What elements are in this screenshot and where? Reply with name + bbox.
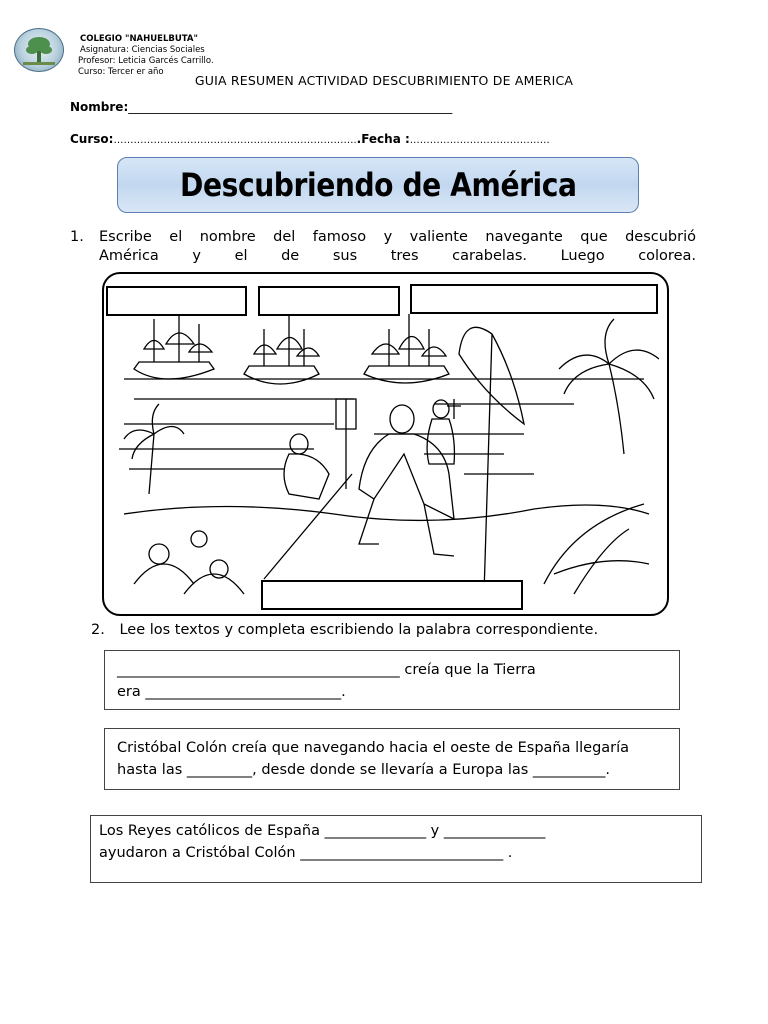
question-1-line-2: América y el de sus tres carabelas. Luego colorea. [99,248,696,264]
caravel-name-box-1[interactable] [258,286,400,316]
course-info: Curso: Tercer er año [78,67,164,77]
guide-title: GUIA RESUMEN ACTIVIDAD DESCUBRIMIENTO DE AMERICA [194,73,574,88]
course-blank: ………………………………………………………………. [113,135,357,146]
fill-box-2-line-2: hasta las _________, desde donde se llevaría a Europa las __________. [117,762,611,778]
tree-icon [15,29,63,71]
caravel-name-box-2[interactable] [410,284,658,314]
columbus-name-box[interactable] [106,286,247,316]
school-logo [14,28,64,72]
date-label: .Fecha : [356,132,410,146]
banner-title: Descubriendo de América [179,166,577,204]
title-banner [117,157,639,213]
landing-scene-illustration [104,274,667,614]
question-2-text: Lee los textos y completa escribiendo la palabra correspondiente. [119,622,599,638]
course-date-field[interactable] [70,132,550,146]
fill-box-3-line-2: ayudaron a Cristóbal Colón ____________________________ . [99,845,513,861]
columbus-illustration [102,272,669,616]
fill-box-1[interactable] [104,650,680,710]
question-2 [91,622,598,638]
name-blank: ______________________________________________________ [128,100,453,114]
course-label: Curso: [70,132,114,146]
fill-box-3-line-1: Los Reyes católicos de España ______________ y ______________ [99,823,546,839]
fill-box-1-line-2: era ___________________________. [117,684,346,700]
fill-box-3[interactable] [90,815,702,883]
date-blank: …………………………………… [409,135,550,146]
caravel-name-box-3[interactable] [261,580,523,610]
name-label: Nombre: [70,100,129,114]
teacher: Profesor: Leticia Garcés Carrillo. [78,56,214,66]
fill-box-2[interactable] [104,728,680,790]
question-2-number: 2. [91,622,105,638]
subject: Asignatura: Ciencias Sociales [80,45,205,55]
question-1-line-1: Escribe el nombre del famoso y valiente navegante que descubrió [99,229,696,245]
name-field[interactable] [70,100,452,114]
school-name: COLEGIO "NAHUELBUTA" [80,34,198,44]
school-info [78,34,214,78]
question-1-number: 1. [70,229,84,245]
fill-box-2-line-1: Cristóbal Colón creía que navegando hacia el oeste de España llegaría [117,740,630,756]
fill-box-1-line-1: _______________________________________ creía que la Tierra [117,662,536,678]
